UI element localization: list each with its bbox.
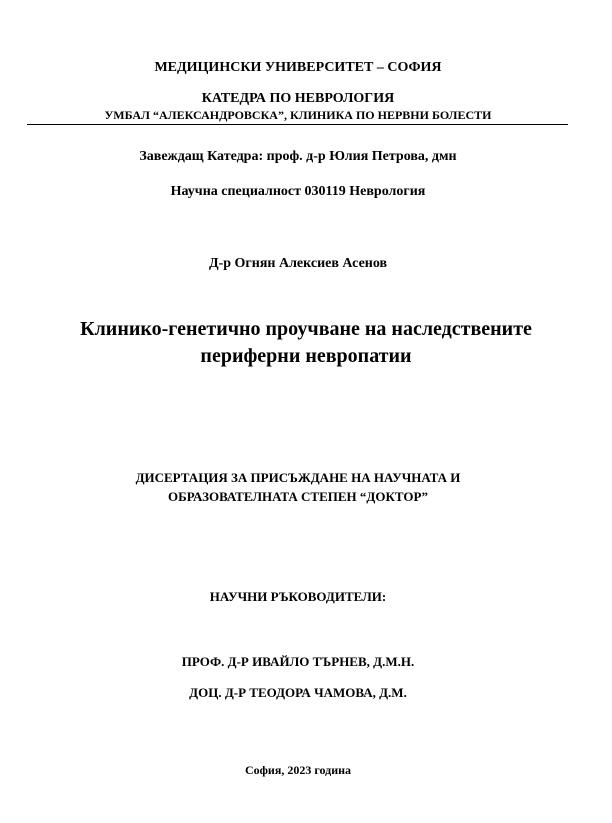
- thesis-title-line-2: периферни невропатии: [200, 345, 412, 367]
- dissertation-line-2: ОБРАЗОВАТЕЛНАТА СТЕПЕН “ДОКТОР”: [168, 489, 428, 504]
- author-name: Д-р Огнян Алексиев Асенов: [208, 256, 388, 271]
- supervisor-2: ДОЦ. Д-Р ТЕОДОРА ЧАМОВА, Д.М.: [189, 685, 407, 700]
- thesis-title-line-1: Клинико-генетично проучване на наследствените: [80, 318, 532, 340]
- head-of-department: Завеждащ Катедра: проф. д-р Юлия Петрова, дмн: [139, 149, 457, 164]
- scientific-specialty: Научна специалност 030119 Неврология: [170, 184, 426, 199]
- supervisors-heading: НАУЧНИ РЪКОВОДИТЕЛИ:: [209, 589, 387, 604]
- department-name: КАТЕДРА ПО НЕВРОЛОГИЯ: [201, 91, 395, 106]
- hospital-name: УМБАЛ “АЛЕКСАНДРОВСКА”, КЛИНИКА ПО НЕРВНИ БОЛЕСТИ: [104, 108, 492, 122]
- supervisor-1: ПРОФ. Д-Р ИВАЙЛО ТЪРНЕВ, Д.М.Н.: [181, 654, 415, 669]
- dissertation-line-1: ДИСЕРТАЦИЯ ЗА ПРИСЪЖДАНЕ НА НАУЧНАТА И: [135, 470, 461, 485]
- header-divider: [27, 124, 568, 125]
- place-and-year: София, 2023 година: [244, 763, 352, 777]
- university-name: МЕДИЦИНСКИ УНИВЕРСИТЕТ – СОФИЯ: [154, 60, 442, 75]
